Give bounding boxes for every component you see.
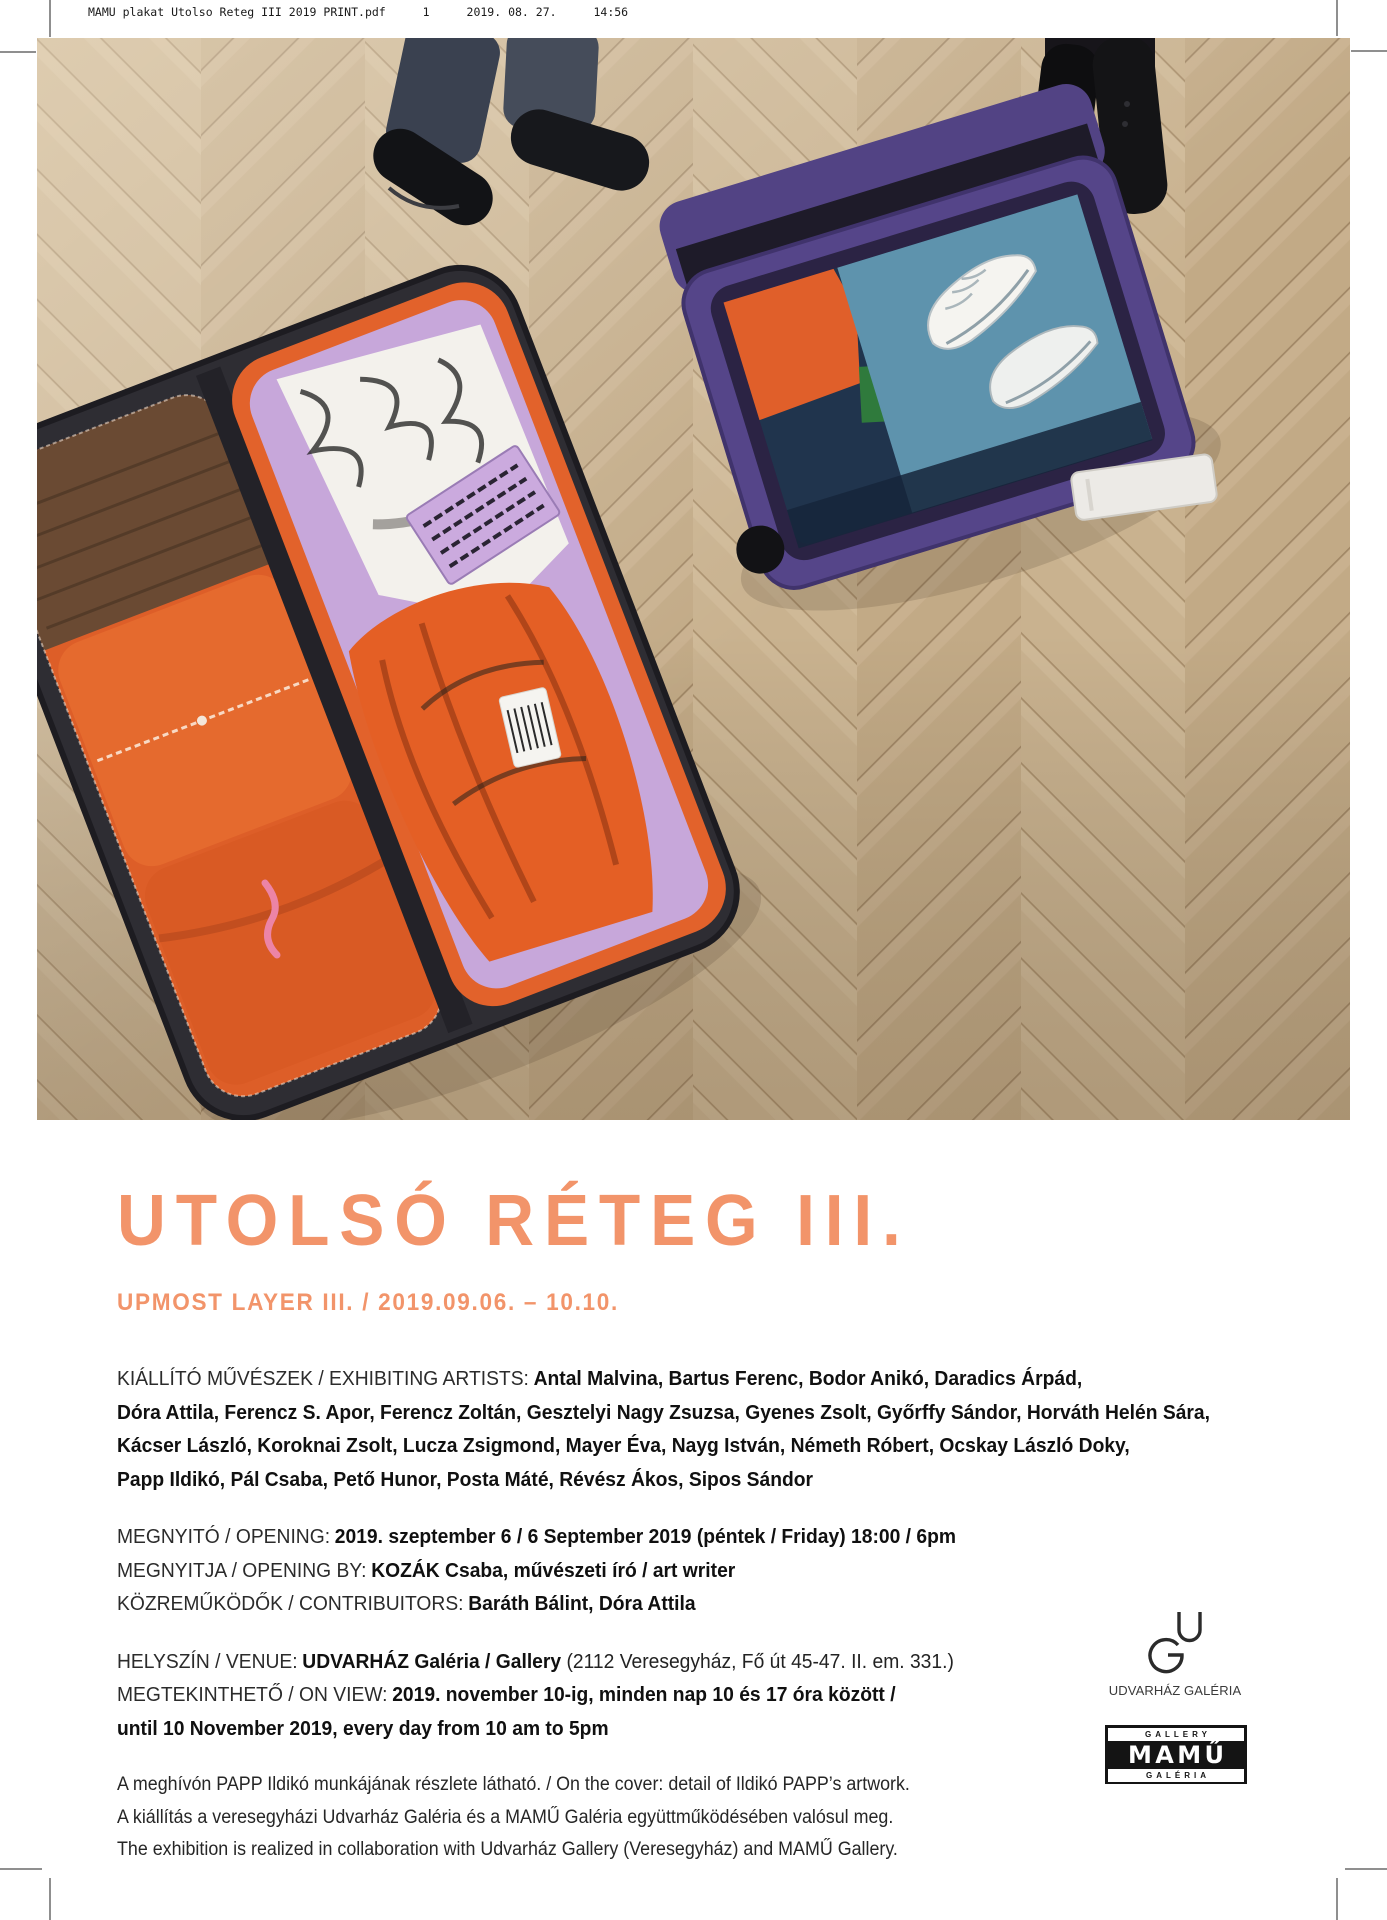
on-view-line-1: MEGTEKINTHETŐ / ON VIEW: 2019. november 10-ig, minden nap 10 és 17 óra között / (117, 1683, 896, 1706)
opening-line: MEGNYITÓ / OPENING: 2019. szeptember 6 / 6 September 2019 (péntek / Friday) 18:00 / 6pm (117, 1525, 956, 1548)
crop-mark (0, 51, 36, 53)
contributors-line: KÖZREMŰKÖDŐK / CONTRIBUITORS: Baráth Bálint, Dóra Attila (117, 1592, 696, 1615)
on-view-line-2: until 10 November 2019, every day from 10 am to 5pm (117, 1716, 609, 1740)
crop-mark (1345, 1868, 1387, 1870)
page-number: 1 (422, 5, 430, 19)
on-view-label: MEGTEKINTHETŐ / ON VIEW: (117, 1683, 388, 1706)
opening-block (117, 1520, 1226, 1621)
venue-block (117, 1645, 1226, 1746)
artists-label: KIÁLLÍTÓ MŰVÉSZEK / EXHIBITING ARTISTS: (117, 1367, 529, 1390)
artists-line-3: Kácser László, Koroknai Zsolt, Lucza Zsigmond, Mayer Éva, Nayg István, Németh Róbert, Ocskay László Doky, (117, 1434, 1130, 1457)
artists-line-1: KIÁLLÍTÓ MŰVÉSZEK / EXHIBITING ARTISTS: Antal Malvina, Bartus Ferenc, Bodor Anikó, Daradics Árpád, (117, 1367, 1083, 1390)
crop-mark (49, 0, 51, 37)
opening-by-line: MEGNYITJA / OPENING BY: KOZÁK Csaba, művészeti író / art writer (117, 1558, 736, 1582)
notes-line-1: A meghívón PAPP Ildikó munkájának részlete látható. / On the cover: detail of Ildikó PAPP’s artwork. (117, 1774, 910, 1795)
crop-mark (49, 1878, 51, 1920)
venue-label: HELYSZÍN / VENUE: (117, 1649, 298, 1673)
contributors-label: KÖZREMŰKÖDŐK / CONTRIBUITORS: (117, 1592, 464, 1615)
mamu-logo (1105, 1725, 1247, 1784)
udvarhaz-logo (1108, 1608, 1242, 1698)
file-date: 2019. 08. 27. (466, 5, 557, 19)
udvarhaz-logo-caption: UDVARHÁZ GALÉRIA (1108, 1683, 1242, 1698)
artists-line-2: Dóra Attila, Ferencz S. Apor, Ferencz Zoltán, Gesztelyi Nagy Zsuzsa, Gyenes Zsolt, Győrffy Sándor, Horváth Helén Sára, (117, 1400, 1210, 1424)
notes-line-2: A kiállítás a veresegyházi Udvarház Galéria és a MAMŰ Galéria együttműködésében valósul meg. (117, 1806, 894, 1828)
crop-mark (0, 1868, 42, 1870)
artists-line-4: Papp Ildikó, Pál Csaba, Pető Hunor, Posta Máté, Révész Ákos, Sipos Sándor (117, 1467, 814, 1491)
crop-mark (1336, 0, 1338, 36)
crop-mark (1336, 1878, 1338, 1920)
file-name: MAMU plakat Utolso Reteg III 2019 PRINT.pdf (88, 5, 386, 19)
cover-photo-illustration (37, 38, 1350, 1120)
ug-monogram-icon (1140, 1608, 1210, 1674)
mamu-logo-bottom-text: GALÉRIA (1108, 1769, 1244, 1782)
poster-subtitle: UPMOST LAYER III. / 2019.09.06. – 10.10. (117, 1289, 619, 1316)
opening-by-label: MEGNYITJA / OPENING BY: (117, 1558, 367, 1582)
opening-label: MEGNYITÓ / OPENING: (117, 1525, 331, 1548)
cover-photo (37, 38, 1350, 1120)
poster-title: UTOLSÓ RÉTEG III. (117, 1181, 911, 1261)
mamu-logo-wordmark: MAMŰ (1108, 1741, 1244, 1769)
poster-text (117, 1181, 1226, 1867)
notes-line-3: The exhibition is realized in collaboration with Udvarház Gallery (Veresegyház) and MAMŰ Gallery. (117, 1839, 898, 1860)
venue-line: HELYSZÍN / VENUE: UDVARHÁZ Galéria / Gallery (2112 Veresegyház, Fő út 45-47. II. em. 331.) (117, 1649, 954, 1673)
artists-block (117, 1362, 1226, 1496)
file-time: 14:56 (593, 5, 629, 19)
mamu-logo-top-text: GALLERY (1108, 1728, 1244, 1741)
file-info-bar (88, 5, 658, 19)
crop-mark (1351, 50, 1387, 52)
notes-block (117, 1769, 1226, 1867)
